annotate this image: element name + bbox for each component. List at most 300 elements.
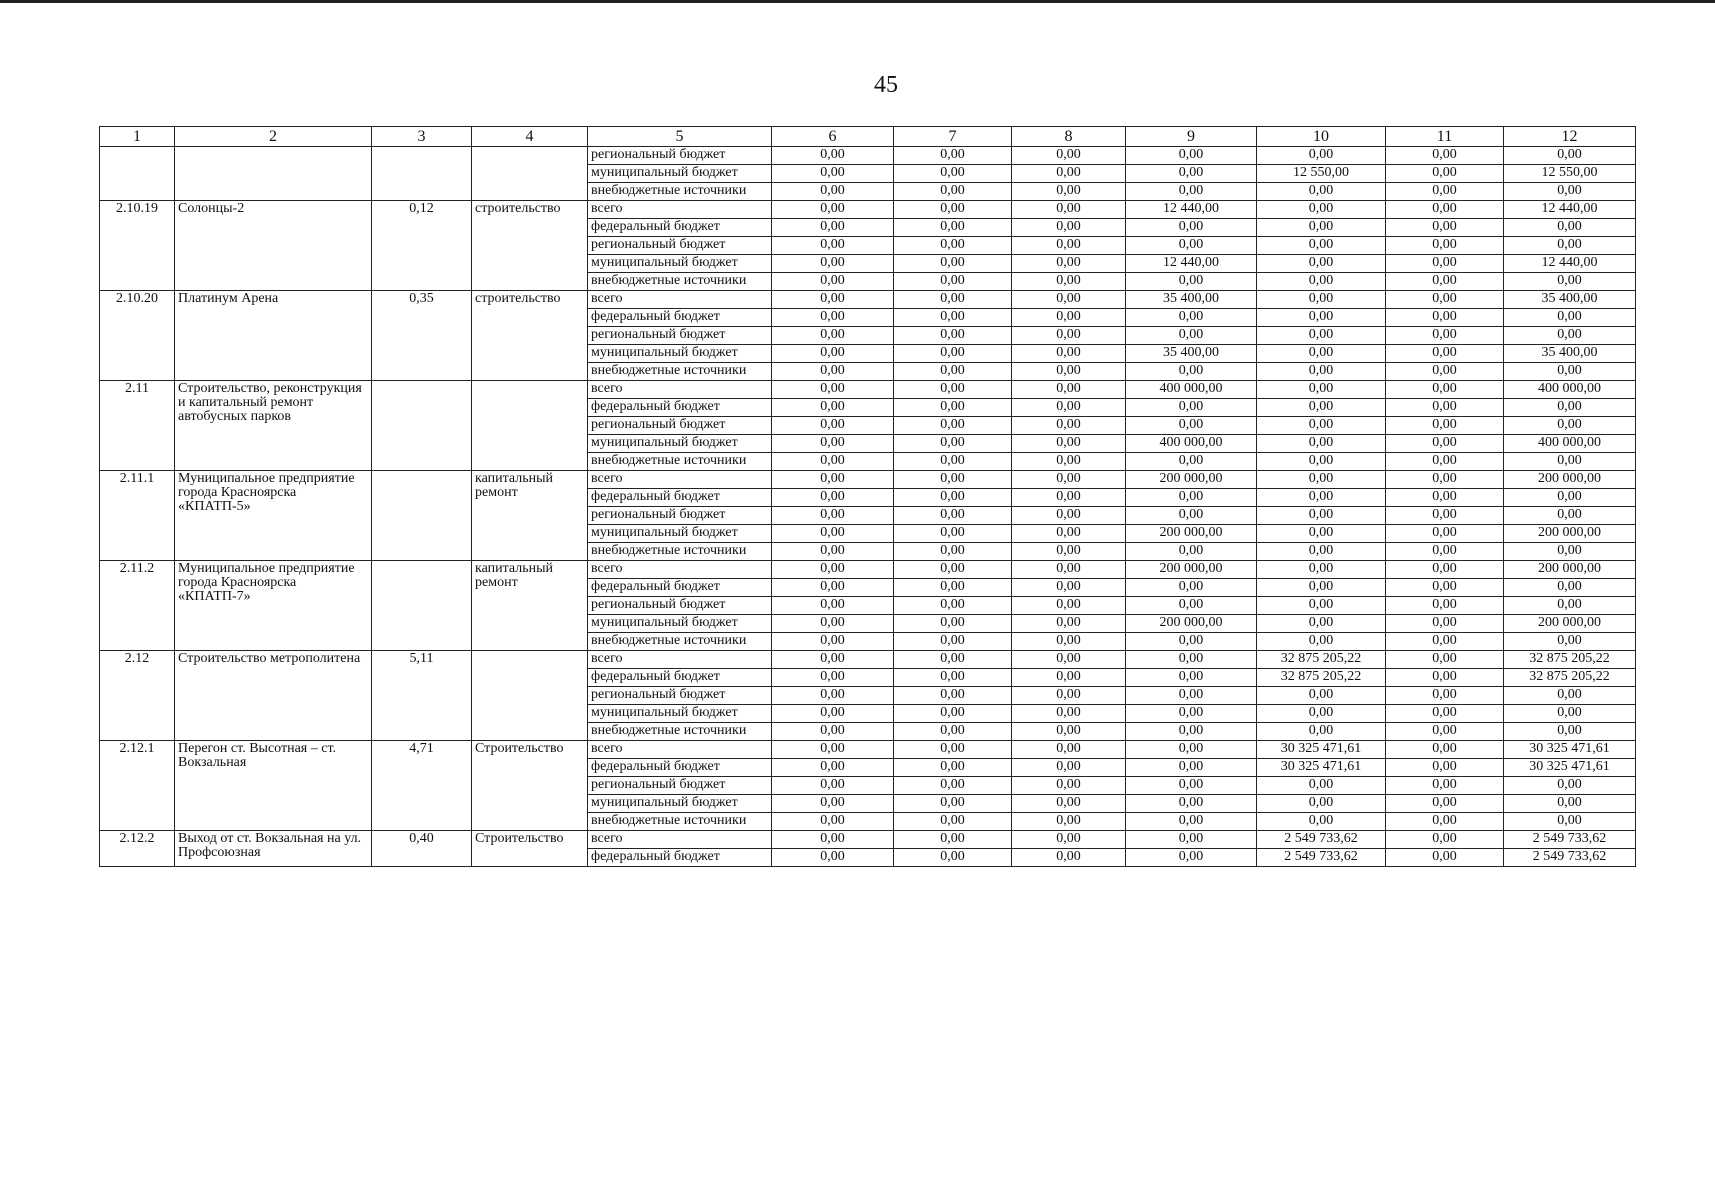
amount-col-9: 0,00 bbox=[1126, 237, 1257, 255]
amount-col-12: 0,00 bbox=[1504, 309, 1636, 327]
amount-col-9: 200 000,00 bbox=[1126, 471, 1257, 489]
item-work-type: Строительство bbox=[472, 741, 588, 831]
amount-col-6: 0,00 bbox=[772, 183, 894, 201]
funding-source: всего bbox=[588, 561, 772, 579]
funding-source: муниципальный бюджет bbox=[588, 795, 772, 813]
amount-col-8: 0,00 bbox=[1012, 453, 1126, 471]
amount-col-6: 0,00 bbox=[772, 345, 894, 363]
funding-source: внебюджетные источники bbox=[588, 363, 772, 381]
amount-col-6: 0,00 bbox=[772, 813, 894, 831]
amount-col-9: 0,00 bbox=[1126, 849, 1257, 867]
amount-col-10: 0,00 bbox=[1257, 327, 1386, 345]
funding-source: внебюджетные источники bbox=[588, 183, 772, 201]
amount-col-10: 0,00 bbox=[1257, 309, 1386, 327]
amount-col-8: 0,00 bbox=[1012, 759, 1126, 777]
funding-source: федеральный бюджет bbox=[588, 219, 772, 237]
amount-col-9: 200 000,00 bbox=[1126, 525, 1257, 543]
amount-col-7: 0,00 bbox=[894, 687, 1012, 705]
amount-col-7: 0,00 bbox=[894, 183, 1012, 201]
amount-col-12: 2 549 733,62 bbox=[1504, 831, 1636, 849]
amount-col-11: 0,00 bbox=[1386, 327, 1504, 345]
amount-col-10: 0,00 bbox=[1257, 255, 1386, 273]
item-length: 0,35 bbox=[372, 291, 472, 381]
amount-col-12: 0,00 bbox=[1504, 579, 1636, 597]
funding-source: муниципальный бюджет bbox=[588, 705, 772, 723]
amount-col-10: 0,00 bbox=[1257, 219, 1386, 237]
amount-col-12: 0,00 bbox=[1504, 327, 1636, 345]
item-name: Платинум Арена bbox=[175, 291, 372, 381]
item-code: 2.12.1 bbox=[100, 741, 175, 831]
amount-col-11: 0,00 bbox=[1386, 237, 1504, 255]
amount-col-12: 0,00 bbox=[1504, 633, 1636, 651]
funding-source: внебюджетные источники bbox=[588, 813, 772, 831]
amount-col-7: 0,00 bbox=[894, 489, 1012, 507]
amount-col-8: 0,00 bbox=[1012, 399, 1126, 417]
amount-col-10: 0,00 bbox=[1257, 291, 1386, 309]
amount-col-10: 0,00 bbox=[1257, 813, 1386, 831]
amount-col-9: 0,00 bbox=[1126, 759, 1257, 777]
amount-col-7: 0,00 bbox=[894, 291, 1012, 309]
amount-col-6: 0,00 bbox=[772, 759, 894, 777]
amount-col-12: 32 875 205,22 bbox=[1504, 669, 1636, 687]
amount-col-9: 35 400,00 bbox=[1126, 291, 1257, 309]
amount-col-9: 12 440,00 bbox=[1126, 255, 1257, 273]
amount-col-10: 0,00 bbox=[1257, 507, 1386, 525]
item-work-type: Строительство bbox=[472, 831, 588, 867]
top-border-line bbox=[0, 0, 1715, 3]
funding-source: муниципальный бюджет bbox=[588, 525, 772, 543]
amount-col-10: 0,00 bbox=[1257, 723, 1386, 741]
amount-col-6: 0,00 bbox=[772, 669, 894, 687]
amount-col-10: 0,00 bbox=[1257, 597, 1386, 615]
amount-col-10: 2 549 733,62 bbox=[1257, 831, 1386, 849]
funding-source: муниципальный бюджет bbox=[588, 615, 772, 633]
amount-col-12: 30 325 471,61 bbox=[1504, 741, 1636, 759]
table-row bbox=[100, 291, 1636, 309]
amount-col-8: 0,00 bbox=[1012, 795, 1126, 813]
amount-col-9: 0,00 bbox=[1126, 741, 1257, 759]
amount-col-8: 0,00 bbox=[1012, 507, 1126, 525]
table-body bbox=[100, 147, 1636, 867]
amount-col-10: 0,00 bbox=[1257, 615, 1386, 633]
amount-col-8: 0,00 bbox=[1012, 669, 1126, 687]
amount-col-10: 0,00 bbox=[1257, 687, 1386, 705]
amount-col-8: 0,00 bbox=[1012, 723, 1126, 741]
amount-col-11: 0,00 bbox=[1386, 525, 1504, 543]
amount-col-11: 0,00 bbox=[1386, 741, 1504, 759]
amount-col-10: 32 875 205,22 bbox=[1257, 669, 1386, 687]
funding-source: муниципальный бюджет bbox=[588, 255, 772, 273]
amount-col-9: 0,00 bbox=[1126, 777, 1257, 795]
amount-col-6: 0,00 bbox=[772, 417, 894, 435]
amount-col-11: 0,00 bbox=[1386, 633, 1504, 651]
amount-col-7: 0,00 bbox=[894, 417, 1012, 435]
item-length bbox=[372, 381, 472, 471]
amount-col-11: 0,00 bbox=[1386, 291, 1504, 309]
table-row bbox=[100, 471, 1636, 489]
amount-col-9: 0,00 bbox=[1126, 453, 1257, 471]
amount-col-8: 0,00 bbox=[1012, 291, 1126, 309]
amount-col-6: 0,00 bbox=[772, 705, 894, 723]
amount-col-6: 0,00 bbox=[772, 849, 894, 867]
amount-col-8: 0,00 bbox=[1012, 435, 1126, 453]
amount-col-6: 0,00 bbox=[772, 579, 894, 597]
budget-table bbox=[99, 126, 1636, 867]
amount-col-7: 0,00 bbox=[894, 723, 1012, 741]
column-header-8: 8 bbox=[1012, 127, 1126, 147]
amount-col-12: 0,00 bbox=[1504, 399, 1636, 417]
amount-col-11: 0,00 bbox=[1386, 615, 1504, 633]
item-work-type: строительство bbox=[472, 201, 588, 291]
amount-col-11: 0,00 bbox=[1386, 489, 1504, 507]
funding-source: федеральный бюджет bbox=[588, 669, 772, 687]
amount-col-9: 0,00 bbox=[1126, 417, 1257, 435]
amount-col-11: 0,00 bbox=[1386, 651, 1504, 669]
item-code: 2.11.2 bbox=[100, 561, 175, 651]
amount-col-12: 12 440,00 bbox=[1504, 201, 1636, 219]
amount-col-6: 0,00 bbox=[772, 165, 894, 183]
amount-col-6: 0,00 bbox=[772, 615, 894, 633]
amount-col-11: 0,00 bbox=[1386, 201, 1504, 219]
amount-col-6: 0,00 bbox=[772, 489, 894, 507]
amount-col-11: 0,00 bbox=[1386, 471, 1504, 489]
column-header-9: 9 bbox=[1126, 127, 1257, 147]
amount-col-11: 0,00 bbox=[1386, 507, 1504, 525]
amount-col-8: 0,00 bbox=[1012, 165, 1126, 183]
column-number-row bbox=[100, 127, 1636, 147]
amount-col-12: 200 000,00 bbox=[1504, 471, 1636, 489]
amount-col-10: 12 550,00 bbox=[1257, 165, 1386, 183]
table-row bbox=[100, 147, 1636, 165]
amount-col-7: 0,00 bbox=[894, 201, 1012, 219]
item-work-type: строительство bbox=[472, 291, 588, 381]
amount-col-10: 0,00 bbox=[1257, 363, 1386, 381]
amount-col-12: 400 000,00 bbox=[1504, 435, 1636, 453]
item-name: Строительство метрополитена bbox=[175, 651, 372, 741]
amount-col-8: 0,00 bbox=[1012, 273, 1126, 291]
amount-col-11: 0,00 bbox=[1386, 777, 1504, 795]
amount-col-8: 0,00 bbox=[1012, 327, 1126, 345]
amount-col-6: 0,00 bbox=[772, 525, 894, 543]
amount-col-8: 0,00 bbox=[1012, 651, 1126, 669]
item-length: 0,12 bbox=[372, 201, 472, 291]
amount-col-11: 0,00 bbox=[1386, 417, 1504, 435]
table-row bbox=[100, 561, 1636, 579]
amount-col-8: 0,00 bbox=[1012, 255, 1126, 273]
funding-source: федеральный бюджет bbox=[588, 489, 772, 507]
amount-col-7: 0,00 bbox=[894, 615, 1012, 633]
amount-col-6: 0,00 bbox=[772, 543, 894, 561]
amount-col-12: 0,00 bbox=[1504, 687, 1636, 705]
amount-col-11: 0,00 bbox=[1386, 183, 1504, 201]
amount-col-10: 0,00 bbox=[1257, 273, 1386, 291]
amount-col-11: 0,00 bbox=[1386, 795, 1504, 813]
amount-col-11: 0,00 bbox=[1386, 255, 1504, 273]
amount-col-6: 0,00 bbox=[772, 795, 894, 813]
amount-col-10: 0,00 bbox=[1257, 543, 1386, 561]
amount-col-6: 0,00 bbox=[772, 777, 894, 795]
amount-col-11: 0,00 bbox=[1386, 705, 1504, 723]
funding-source: внебюджетные источники bbox=[588, 723, 772, 741]
amount-col-10: 0,00 bbox=[1257, 795, 1386, 813]
amount-col-12: 0,00 bbox=[1504, 543, 1636, 561]
amount-col-9: 400 000,00 bbox=[1126, 381, 1257, 399]
item-work-type bbox=[472, 651, 588, 741]
amount-col-9: 0,00 bbox=[1126, 183, 1257, 201]
item-length: 5,11 bbox=[372, 651, 472, 741]
amount-col-7: 0,00 bbox=[894, 507, 1012, 525]
amount-col-10: 0,00 bbox=[1257, 183, 1386, 201]
amount-col-7: 0,00 bbox=[894, 453, 1012, 471]
amount-col-8: 0,00 bbox=[1012, 561, 1126, 579]
amount-col-8: 0,00 bbox=[1012, 237, 1126, 255]
amount-col-8: 0,00 bbox=[1012, 831, 1126, 849]
amount-col-9: 0,00 bbox=[1126, 651, 1257, 669]
amount-col-11: 0,00 bbox=[1386, 813, 1504, 831]
amount-col-8: 0,00 bbox=[1012, 471, 1126, 489]
amount-col-10: 0,00 bbox=[1257, 633, 1386, 651]
amount-col-12: 200 000,00 bbox=[1504, 561, 1636, 579]
funding-source: федеральный бюджет bbox=[588, 309, 772, 327]
table-row bbox=[100, 831, 1636, 849]
column-header-11: 11 bbox=[1386, 127, 1504, 147]
amount-col-6: 0,00 bbox=[772, 201, 894, 219]
item-code: 2.12.2 bbox=[100, 831, 175, 867]
funding-source: региональный бюджет bbox=[588, 237, 772, 255]
column-header-2: 2 bbox=[175, 127, 372, 147]
amount-col-12: 400 000,00 bbox=[1504, 381, 1636, 399]
item-work-type bbox=[472, 147, 588, 201]
funding-source: всего bbox=[588, 471, 772, 489]
amount-col-7: 0,00 bbox=[894, 255, 1012, 273]
amount-col-10: 0,00 bbox=[1257, 435, 1386, 453]
amount-col-11: 0,00 bbox=[1386, 543, 1504, 561]
funding-source: региональный бюджет bbox=[588, 597, 772, 615]
funding-source: муниципальный бюджет bbox=[588, 435, 772, 453]
item-name: Перегон ст. Высотная – ст. Вокзальная bbox=[175, 741, 372, 831]
amount-col-6: 0,00 bbox=[772, 309, 894, 327]
amount-col-7: 0,00 bbox=[894, 219, 1012, 237]
amount-col-12: 30 325 471,61 bbox=[1504, 759, 1636, 777]
amount-col-8: 0,00 bbox=[1012, 777, 1126, 795]
funding-source: региональный бюджет bbox=[588, 147, 772, 165]
amount-col-6: 0,00 bbox=[772, 507, 894, 525]
amount-col-11: 0,00 bbox=[1386, 669, 1504, 687]
amount-col-12: 0,00 bbox=[1504, 363, 1636, 381]
amount-col-6: 0,00 bbox=[772, 327, 894, 345]
funding-source: внебюджетные источники bbox=[588, 543, 772, 561]
funding-source: всего bbox=[588, 651, 772, 669]
amount-col-12: 0,00 bbox=[1504, 597, 1636, 615]
funding-source: муниципальный бюджет bbox=[588, 165, 772, 183]
amount-col-6: 0,00 bbox=[772, 453, 894, 471]
amount-col-6: 0,00 bbox=[772, 687, 894, 705]
column-header-10: 10 bbox=[1257, 127, 1386, 147]
column-header-6: 6 bbox=[772, 127, 894, 147]
amount-col-10: 0,00 bbox=[1257, 417, 1386, 435]
amount-col-8: 0,00 bbox=[1012, 597, 1126, 615]
amount-col-11: 0,00 bbox=[1386, 165, 1504, 183]
amount-col-7: 0,00 bbox=[894, 273, 1012, 291]
amount-col-9: 0,00 bbox=[1126, 597, 1257, 615]
item-work-type: капитальный ремонт bbox=[472, 561, 588, 651]
table-row bbox=[100, 651, 1636, 669]
amount-col-7: 0,00 bbox=[894, 399, 1012, 417]
item-length: 4,71 bbox=[372, 741, 472, 831]
amount-col-8: 0,00 bbox=[1012, 417, 1126, 435]
amount-col-10: 0,00 bbox=[1257, 453, 1386, 471]
amount-col-8: 0,00 bbox=[1012, 615, 1126, 633]
amount-col-9: 0,00 bbox=[1126, 273, 1257, 291]
amount-col-11: 0,00 bbox=[1386, 687, 1504, 705]
amount-col-9: 0,00 bbox=[1126, 543, 1257, 561]
amount-col-12: 200 000,00 bbox=[1504, 525, 1636, 543]
item-name: Солонцы-2 bbox=[175, 201, 372, 291]
column-header-4: 4 bbox=[472, 127, 588, 147]
amount-col-9: 35 400,00 bbox=[1126, 345, 1257, 363]
amount-col-11: 0,00 bbox=[1386, 831, 1504, 849]
amount-col-12: 0,00 bbox=[1504, 705, 1636, 723]
column-header-5: 5 bbox=[588, 127, 772, 147]
item-code: 2.11.1 bbox=[100, 471, 175, 561]
amount-col-10: 0,00 bbox=[1257, 147, 1386, 165]
amount-col-12: 0,00 bbox=[1504, 507, 1636, 525]
amount-col-7: 0,00 bbox=[894, 525, 1012, 543]
amount-col-10: 2 549 733,62 bbox=[1257, 849, 1386, 867]
amount-col-11: 0,00 bbox=[1386, 309, 1504, 327]
amount-col-8: 0,00 bbox=[1012, 633, 1126, 651]
amount-col-11: 0,00 bbox=[1386, 273, 1504, 291]
item-length bbox=[372, 147, 472, 201]
amount-col-7: 0,00 bbox=[894, 543, 1012, 561]
amount-col-7: 0,00 bbox=[894, 579, 1012, 597]
amount-col-11: 0,00 bbox=[1386, 597, 1504, 615]
amount-col-11: 0,00 bbox=[1386, 759, 1504, 777]
item-length bbox=[372, 561, 472, 651]
amount-col-6: 0,00 bbox=[772, 597, 894, 615]
amount-col-7: 0,00 bbox=[894, 435, 1012, 453]
amount-col-11: 0,00 bbox=[1386, 219, 1504, 237]
table-row bbox=[100, 381, 1636, 399]
amount-col-9: 0,00 bbox=[1126, 669, 1257, 687]
amount-col-10: 0,00 bbox=[1257, 381, 1386, 399]
item-length bbox=[372, 471, 472, 561]
amount-col-6: 0,00 bbox=[772, 471, 894, 489]
amount-col-12: 0,00 bbox=[1504, 219, 1636, 237]
amount-col-9: 0,00 bbox=[1126, 219, 1257, 237]
amount-col-9: 0,00 bbox=[1126, 489, 1257, 507]
amount-col-9: 0,00 bbox=[1126, 363, 1257, 381]
amount-col-9: 0,00 bbox=[1126, 633, 1257, 651]
amount-col-9: 0,00 bbox=[1126, 309, 1257, 327]
amount-col-10: 0,00 bbox=[1257, 777, 1386, 795]
column-header-3: 3 bbox=[372, 127, 472, 147]
amount-col-6: 0,00 bbox=[772, 651, 894, 669]
amount-col-12: 32 875 205,22 bbox=[1504, 651, 1636, 669]
amount-col-9: 200 000,00 bbox=[1126, 615, 1257, 633]
amount-col-8: 0,00 bbox=[1012, 741, 1126, 759]
amount-col-7: 0,00 bbox=[894, 651, 1012, 669]
funding-source: федеральный бюджет bbox=[588, 759, 772, 777]
amount-col-10: 30 325 471,61 bbox=[1257, 741, 1386, 759]
amount-col-7: 0,00 bbox=[894, 849, 1012, 867]
funding-source: всего bbox=[588, 201, 772, 219]
amount-col-6: 0,00 bbox=[772, 831, 894, 849]
amount-col-9: 0,00 bbox=[1126, 147, 1257, 165]
amount-col-9: 400 000,00 bbox=[1126, 435, 1257, 453]
amount-col-6: 0,00 bbox=[772, 723, 894, 741]
funding-source: региональный бюджет bbox=[588, 507, 772, 525]
amount-col-9: 0,00 bbox=[1126, 705, 1257, 723]
amount-col-12: 0,00 bbox=[1504, 237, 1636, 255]
amount-col-6: 0,00 bbox=[772, 399, 894, 417]
amount-col-8: 0,00 bbox=[1012, 849, 1126, 867]
amount-col-10: 0,00 bbox=[1257, 525, 1386, 543]
table-row bbox=[100, 741, 1636, 759]
amount-col-7: 0,00 bbox=[894, 705, 1012, 723]
amount-col-8: 0,00 bbox=[1012, 579, 1126, 597]
funding-source: всего bbox=[588, 291, 772, 309]
amount-col-7: 0,00 bbox=[894, 237, 1012, 255]
funding-source: региональный бюджет bbox=[588, 777, 772, 795]
amount-col-12: 0,00 bbox=[1504, 147, 1636, 165]
amount-col-10: 0,00 bbox=[1257, 237, 1386, 255]
funding-source: всего bbox=[588, 831, 772, 849]
funding-source: региональный бюджет bbox=[588, 687, 772, 705]
amount-col-10: 0,00 bbox=[1257, 489, 1386, 507]
amount-col-10: 0,00 bbox=[1257, 561, 1386, 579]
amount-col-7: 0,00 bbox=[894, 327, 1012, 345]
amount-col-9: 0,00 bbox=[1126, 795, 1257, 813]
amount-col-8: 0,00 bbox=[1012, 489, 1126, 507]
amount-col-8: 0,00 bbox=[1012, 345, 1126, 363]
amount-col-7: 0,00 bbox=[894, 165, 1012, 183]
amount-col-12: 0,00 bbox=[1504, 795, 1636, 813]
item-code: 2.10.20 bbox=[100, 291, 175, 381]
amount-col-11: 0,00 bbox=[1386, 147, 1504, 165]
funding-source: внебюджетные источники bbox=[588, 633, 772, 651]
funding-source: федеральный бюджет bbox=[588, 579, 772, 597]
amount-col-12: 12 550,00 bbox=[1504, 165, 1636, 183]
amount-col-6: 0,00 bbox=[772, 435, 894, 453]
amount-col-8: 0,00 bbox=[1012, 201, 1126, 219]
amount-col-6: 0,00 bbox=[772, 741, 894, 759]
funding-source: всего bbox=[588, 741, 772, 759]
amount-col-9: 12 440,00 bbox=[1126, 201, 1257, 219]
funding-source: федеральный бюджет bbox=[588, 399, 772, 417]
item-name bbox=[175, 147, 372, 201]
funding-source: федеральный бюджет bbox=[588, 849, 772, 867]
amount-col-7: 0,00 bbox=[894, 345, 1012, 363]
amount-col-8: 0,00 bbox=[1012, 183, 1126, 201]
amount-col-6: 0,00 bbox=[772, 273, 894, 291]
amount-col-7: 0,00 bbox=[894, 633, 1012, 651]
amount-col-9: 0,00 bbox=[1126, 507, 1257, 525]
amount-col-6: 0,00 bbox=[772, 237, 894, 255]
amount-col-6: 0,00 bbox=[772, 633, 894, 651]
amount-col-7: 0,00 bbox=[894, 363, 1012, 381]
amount-col-10: 32 875 205,22 bbox=[1257, 651, 1386, 669]
amount-col-7: 0,00 bbox=[894, 561, 1012, 579]
item-work-type: капитальный ремонт bbox=[472, 471, 588, 561]
amount-col-6: 0,00 bbox=[772, 147, 894, 165]
amount-col-7: 0,00 bbox=[894, 813, 1012, 831]
item-code: 2.11 bbox=[100, 381, 175, 471]
amount-col-7: 0,00 bbox=[894, 759, 1012, 777]
amount-col-9: 0,00 bbox=[1126, 831, 1257, 849]
amount-col-10: 0,00 bbox=[1257, 579, 1386, 597]
amount-col-9: 0,00 bbox=[1126, 579, 1257, 597]
